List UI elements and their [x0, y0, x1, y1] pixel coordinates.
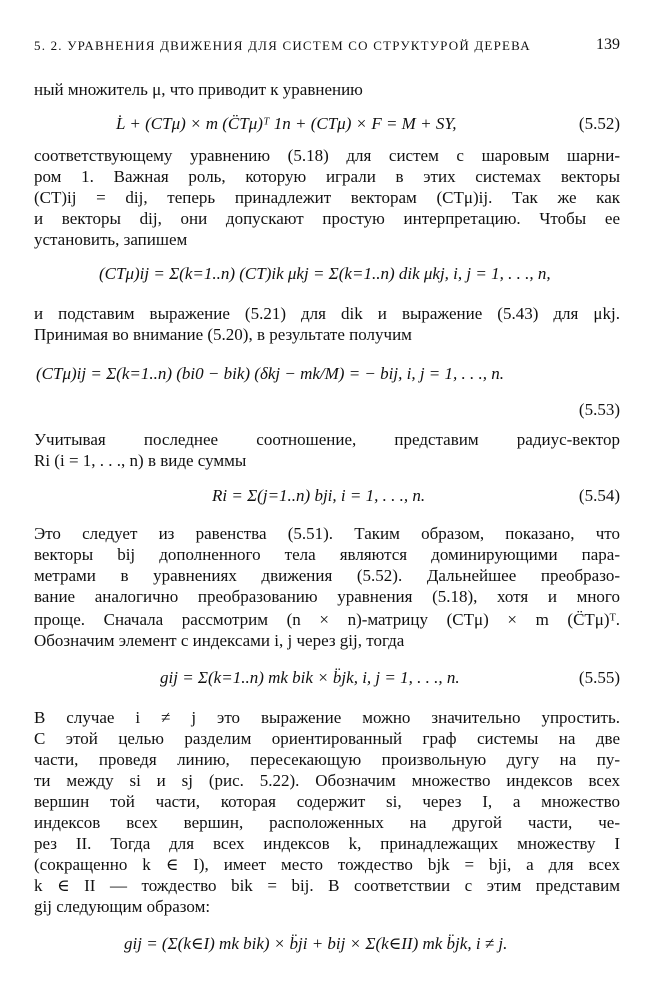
- text-line: Принимая во внимание (5.20), в результате получим: [34, 325, 412, 344]
- running-title: 5. 2. УРАВНЕНИЯ ДВИЖЕНИЯ ДЛЯ СИСТЕМ СО СТРУКТУРОЙ ДЕРЕВА: [34, 38, 531, 53]
- text-line: векторы bij дополненного тела являются доминирующими пара-: [34, 545, 620, 564]
- text-line: проще. Сначала рассмотрим (n × n)-матрицу (CTμ) × m (C̈Tμ)ᵀ.: [34, 610, 620, 629]
- equation-gij-split: [34, 920, 620, 970]
- text-line: соответствующему уравнению (5.18) для систем с шаровым шарни-: [34, 146, 620, 165]
- text-line: ром 1. Важная роль, которую играли в этих системах векторы: [34, 167, 620, 186]
- text-line: Это следует из равенства (5.51). Таким образом, показано, что: [34, 524, 620, 543]
- equation-formula: (CTμ)ij = Σ(k=1..n) (bi0 − bik) (δkj − mk/M) = − bij, i, j = 1, . . ., n.: [36, 364, 505, 383]
- page-number: 139: [596, 36, 620, 53]
- equation-formula: gij = Σ(k=1..n) mk bik × b̈jk, i, j = 1, . . ., n.: [160, 668, 460, 687]
- equation-5-53: [34, 348, 620, 424]
- text-line: и векторы dij, они допускают простую интерпретацию. Чтобы ее: [34, 209, 620, 228]
- equation-number: (5.53): [578, 400, 620, 419]
- text-line: индексов всех вершин, расположенных на другой части, че-: [34, 813, 620, 832]
- equation-5-55: [34, 652, 620, 702]
- text-line: С этой целью разделим ориентированный граф системы на две: [34, 729, 620, 748]
- text-line: Учитывая последнее соотношение, представим радиус-вектор: [34, 430, 620, 449]
- text-line: ный множитель μ, что приводит к уравнению: [34, 80, 363, 99]
- equation-number: (5.52): [578, 114, 620, 133]
- text-line: k ∈ II — тождество bik = bij. В соответствии с этим представим: [34, 876, 620, 895]
- text-line: рез II. Тогда для всех индексов k, принадлежащих множеству I: [34, 834, 620, 853]
- text-line: установить, запишем: [34, 230, 188, 249]
- text-line: ти между si и sj (рис. 5.22). Обозначим множество индексов всех: [34, 771, 620, 790]
- text-line: и подставим выражение (5.21) для dik и выражение (5.43) для μkj.: [34, 304, 620, 323]
- equation-formula: (CTμ)ij = Σ(k=1..n) (CT)ik μkj = Σ(k=1..n) dik μkj, i, j = 1, . . ., n,: [99, 264, 551, 283]
- equation-number: (5.55): [578, 668, 620, 687]
- text-line: Ri (i = 1, . . ., n) в виде суммы: [34, 451, 247, 470]
- text-line: метрами в уравнениях движения (5.52). Дальнейшее преобразо-: [34, 566, 620, 585]
- equation-number: (5.54): [578, 486, 620, 505]
- text-line: части, проведя линию, пересекающую произвольную дугу на пу-: [34, 750, 620, 769]
- text-line: (сокращенно k ∈ I), имеет место тождество bjk = bji, а для всех: [34, 855, 620, 874]
- text-line: вершин той части, которая содержит si, через I, а множество: [34, 792, 620, 811]
- equation-ctmu-expansion: [34, 250, 620, 300]
- text-line: В случае i ≠ j это выражение можно значительно упростить.: [34, 708, 620, 727]
- equation-5-52: [34, 108, 620, 142]
- equation-5-54: [34, 472, 620, 520]
- equation-formula: Ri = Σ(j=1..n) bji, i = 1, . . ., n.: [212, 486, 426, 505]
- text-line: Обозначим элемент с индексами i, j через gij, тогда: [34, 631, 405, 650]
- text-line: вание аналогично преобразованию уравнения (5.18), хотя и много: [34, 587, 620, 606]
- running-header: [34, 30, 620, 56]
- text-line: (CT)ij = dij, теперь принадлежит векторам (CTμ)ij. Так же как: [34, 188, 620, 207]
- equation-formula: L̇ + (CTμ) × m (C̈Tμ)ᵀ 1n + (CTμ) × F = M + SY,: [116, 114, 457, 133]
- text-line: gij следующим образом:: [34, 897, 211, 916]
- equation-formula: gij = (Σ(k∈I) mk bik) × b̈ji + bij × Σ(k∈II) mk b̈jk, i ≠ j.: [124, 934, 508, 953]
